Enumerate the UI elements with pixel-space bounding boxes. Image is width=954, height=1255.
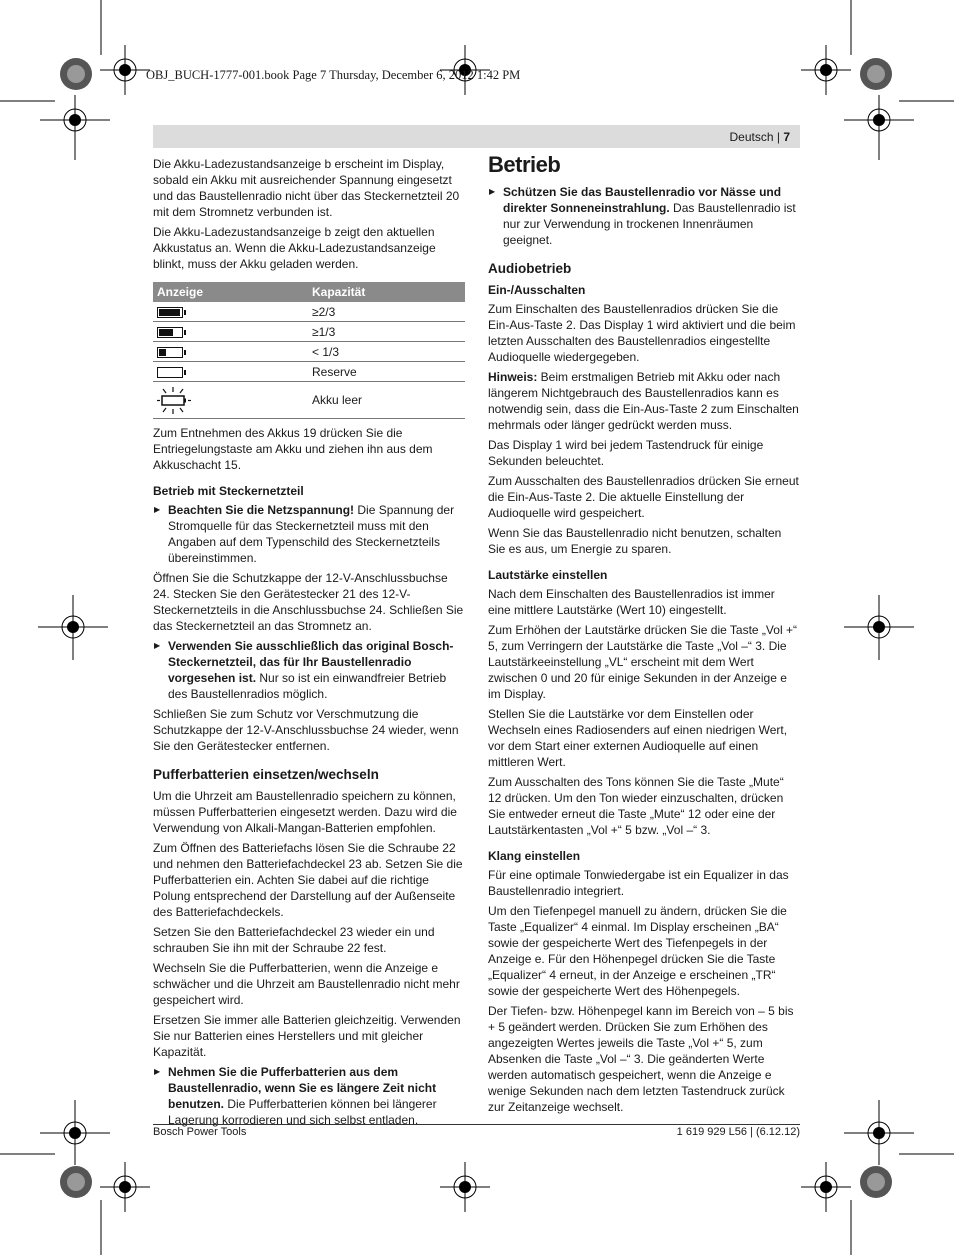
column-header: Anzeige (153, 282, 308, 302)
paragraph: Nach dem Einschalten des Baustellenradios ist immer eine mittlere Lautstärke (Wert 10) eingestellt. (488, 587, 775, 617)
table-row (153, 302, 465, 322)
page-header (729, 130, 790, 144)
right-column (488, 152, 800, 1119)
paragraph: Um den Tiefenpegel manuell zu ändern, drücken Sie die Taste „Equalizer“ 4 einmal. Im Display erscheinen „BA“ sowie der gespeicherte Wert des Tiefenpegels in der Anzeige e. Für den Höhenpegel drücken Sie die Taste „Equalizer“ 4 erneut, in der Anzeige e erscheinen „TR“ sowie der gespeicherte Wert des Höhenpegels. (488, 904, 787, 998)
table-cell: Akku leer (308, 382, 465, 419)
paragraph: Zum Erhöhen der Lautstärke drücken Sie die Taste „Vol +“ 5, zum Verringern der Lautstärke die Taste „Vol –“ 3. Die Lautstärkeeinstellung „VL“ erscheint mit dem Wert zwischen 0 und 20 für einige Sekunden in der Anzeige e im Display. (488, 623, 797, 701)
paragraph: Wenn Sie das Baustellenradio nicht benutzen, schalten Sie es aus, um Energie zu sparen. (488, 526, 782, 556)
battery-low-icon (157, 347, 183, 358)
battery-full-icon (157, 307, 183, 318)
paragraph: Setzen Sie den Batteriefachdeckel 23 wieder ein und schrauben Sie ihn mit der Schraube 22 fest. (153, 925, 435, 955)
paragraph: Zum Entnehmen des Akkus 19 drücken Sie die Entriegelungstaste am Akku und ziehen ihn aus dem Akkuschacht 15. (153, 426, 433, 472)
paragraph: Schließen Sie zum Schutz vor Verschmutzung die Schutzkappe der 12-V-Anschlussbuchse 24 wieder, wenn Sie den Gerätestecker entfernen. (153, 707, 459, 753)
subheading: Klang einstellen (488, 849, 581, 863)
paragraph: Das Display 1 wird bei jedem Tastendruck für einige Sekunden beleuchtet. (488, 438, 764, 468)
subheading: Betrieb mit Steckernetzteil (153, 484, 304, 498)
paragraph: Für eine optimale Tonwiedergabe ist ein Equalizer in das Baustellenradio integriert. (488, 868, 789, 898)
paragraph: Die Akku-Ladezustandsanzeige b zeigt den aktuellen Akkustatus an. Wenn die Akku-Ladezustandsanzeige blinkt, muss der Akku geladen werden. (153, 225, 436, 271)
table-row (153, 342, 465, 362)
warning-bullet: ▶ Nehmen Sie die Pufferbatterien aus dem Baustellenradio, wenn Sie es längere Zeit nicht benutzen. Die Pufferbatterien können bei längerer Lagerung korrodieren und sich selbst entladen. (153, 1064, 465, 1128)
page-title: Betrieb (488, 152, 561, 177)
footer-doc-number: 1 619 929 L56 | (6.12.12) (676, 1126, 800, 1138)
paragraph: Die Akku-Ladezustandsanzeige b erscheint im Display, sobald ein Akku mit ausreichender Spannung eingesetzt und das Baustellenradio nicht über das Steckernetzteil 20 mit dem Stromnetz verbunden ist. (153, 157, 460, 219)
paragraph: Wechseln Sie die Pufferbatterien, wenn die Anzeige e schwächer und die Uhrzeit am Baustellenradio nicht mehr gespeichert wird. (153, 961, 460, 1007)
paragraph: Der Tiefen- bzw. Höhenpegel kann im Bereich von – 5 bis + 5 geändert werden. Drücken Sie zum Erhöhen des angezeigten Wertes jeweils die Taste „Vol +“ 5, zum Absenken die Taste „Vol –“ 3. Die geänderten Werte werden automatisch gespeichert, wenn die Anzeige e wenige Sekunden nach dem letzten Tastendruck zurück zur Zeitanzeige wechselt. (488, 1004, 794, 1114)
subheading: Lautstärke einstellen (488, 568, 608, 582)
left-column (153, 156, 465, 1132)
column-header: Kapazität (308, 282, 465, 302)
footer-brand: Bosch Power Tools (153, 1126, 247, 1138)
page-number: 7 (783, 130, 790, 144)
page-header-bar (153, 125, 800, 148)
section-heading: Audiobetrieb (488, 261, 572, 276)
table-header-row (153, 282, 465, 302)
paragraph: Zum Ausschalten des Tons können Sie die Taste „Mute“ 12 drücken. Um den Ton wieder einzuschalten, drücken Sie entweder erneut die Taste „Mute“ 12 oder eine der Lautstärkentasten „Vol +“ 5 bzw. „Vol –“ 3. (488, 775, 784, 837)
section-heading: Pufferbatterien einsetzen/wechseln (153, 767, 379, 782)
table-cell: < 1/3 (308, 342, 465, 362)
paragraph: Öffnen Sie die Schutzkappe der 12-V-Anschlussbuchse 24. Stecken Sie den Gerätestecker 21 des 12-V-Steckernetzteils in die Anschlussbuchse 24. Schließen Sie das Steckernetzteil an das Stromnetz an. (153, 571, 464, 633)
note-paragraph: Hinweis: Beim erstmaligen Betrieb mit Akku oder nach längerem Nichtgebrauch des Baustellenradios kann es notwendig sein, dass die Ein-Aus-Taste 2 zum Einschalten mehrmals oder länger gedrückt werden muss. (488, 370, 799, 432)
header-section: Deutsch (729, 130, 774, 144)
table-cell: ≥1/3 (308, 322, 465, 342)
battery-reserve-icon (157, 367, 183, 378)
paragraph: Zum Ausschalten des Baustellenradios drücken Sie erneut die Ein-Aus-Taste 2. Die aktuelle Einstellung der Audioquelle wird gespeichert. (488, 474, 799, 520)
paragraph: Stellen Sie die Lautstärke vor dem Einstellen oder Wechseln eines Radiosenders auf einen niedrigen Wert, vor dem Start einer externen Audioquelle auf einen mittleren Wert. (488, 707, 788, 769)
paragraph: Ersetzen Sie immer alle Batterien gleichzeitig. Verwenden Sie nur Batterien eines Herstellers und mit gleicher Kapazität. (153, 1013, 461, 1059)
paragraph: Um die Uhrzeit am Baustellenradio speichern zu können, müssen Pufferbatterien eingesetzt werden. Dazu wird die Verwendung von Alkali-Mangan-Batterien empfohlen. (153, 789, 457, 835)
table-cell: Reserve (308, 362, 465, 382)
paragraph: Zum Einschalten des Baustellenradios drücken Sie die Ein-Aus-Taste 2. Das Display 1 wird aktiviert und die beim letzten Ausschalten des Baustellenradios eingestellte Audioquelle wiedergegeben. (488, 302, 796, 364)
footer-rule (153, 1124, 800, 1125)
header-separator: | (773, 130, 784, 144)
warning-bullet: ▶ Beachten Sie die Netzspannung! Die Spannung der Stromquelle für das Steckernetzteil muss mit den Angaben auf dem Typenschild des Steckernetzteils übereinstimmen. (153, 502, 465, 566)
table-row (153, 322, 465, 342)
subheading: Ein-/Ausschalten (488, 283, 586, 297)
table-cell: ≥2/3 (308, 302, 465, 322)
paragraph: Zum Öffnen des Batteriefachs lösen Sie die Schraube 22 und nehmen den Batteriefachdeckel 23 ab. Setzen Sie die Pufferbatterien ein. Achten Sie dabei auf die richtige Polung entsprechend der Darstellung auf der Außenseite des Batteriefachdeckels. (153, 841, 463, 919)
battery-empty-blinking-icon (157, 385, 191, 415)
warning-bullet: ▶ Schützen Sie das Baustellenradio vor Nässe und direkter Sonneneinstrahlung. Das Baustellenradio ist nur zur Verwendung in trockenen Innenräumen geeignet. (488, 184, 800, 248)
table-row (153, 362, 465, 382)
warning-bullet: ▶ Verwenden Sie ausschließlich das original Bosch-Steckernetzteil, das für Ihr Baustellenradio vorgesehen ist. Nur so ist ein einwandfreier Betrieb des Baustellenradios möglich. (153, 638, 465, 702)
table-row (153, 382, 465, 419)
print-info-line: OBJ_BUCH-1777-001.book Page 7 Thursday, December 6, 2012 1:42 PM (146, 68, 521, 82)
battery-two-thirds-icon (157, 327, 183, 338)
battery-status-table (153, 282, 465, 419)
